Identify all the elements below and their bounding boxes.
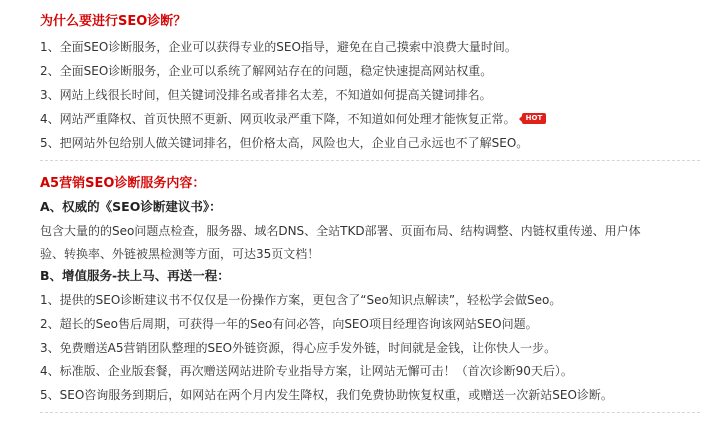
hot-badge: HOT [522, 113, 547, 124]
sub-heading-part-a: A、权威的《SEO诊断建议书》： [40, 199, 222, 214]
sub-heading-part-b: B、增值服务-扶上马、再送一程： [40, 268, 230, 283]
dashed-divider [40, 412, 700, 413]
paragraph-line: 包含大量的的Seo问题点检查，服务器、域名DNS、全站TKD部署、页面布局、结构调整、内链权重传递、用户体 [40, 224, 641, 238]
list-item: 2、超长的Seo售后周期，可获得一年的Seo有问必答，向SEO项目经理咨询该网站SEO问题。 [40, 317, 538, 331]
list-item: 1、提供的SEO诊断建议书不仅仅是一份操作方案，更包含了“Seo知识点解读”，轻松学会做Seo。 [40, 293, 562, 307]
list-item-with-badge [40, 110, 546, 128]
section-title-why-seo: 为什么要进行SEO诊断？ [40, 14, 187, 29]
dashed-divider [40, 160, 700, 161]
list-item: 2、全面SEO诊断服务，企业可以系统了解网站存在的问题，稳定快速提高网站权重。 [40, 64, 493, 78]
list-item: 4、标准版、企业版套餐，再次赠送网站进阶专业指导方案，让网站无懈可击！（首次诊断90天后）。 [40, 364, 573, 378]
list-item: 5、把网站外包给别人做关键词排名，但价格太高，风险也大，企业自己永远也不了解SEO。 [40, 136, 529, 150]
list-item: 5、SEO咨询服务到期后，如网站在两个月内发生降权，我们免费协助恢复权重，或赠送一次新站SEO诊断。 [40, 388, 613, 402]
section-title-service-content: A5营销SEO诊断服务内容： [40, 176, 206, 191]
list-item: 1、全面SEO诊断服务，企业可以获得专业的SEO指导，避免在自己摸索中浪费大量时间。 [40, 40, 517, 54]
paragraph-line: 验、转换率、外链被黑检测等方面，可达35页文档！ [40, 247, 320, 261]
list-item-text: 4、网站严重降权、首页快照不更新、网页收录严重下降，不知道如何处理才能恢复正常。 [40, 112, 516, 126]
list-item: 3、免费赠送A5营销团队整理的SEO外链资源，得心应手发外链，时间就是金钱，让你快人一步。 [40, 341, 557, 355]
list-item: 3、网站上线很长时间，但关键词没排名或者排名太差，不知道如何提高关键词排名。 [40, 88, 492, 102]
